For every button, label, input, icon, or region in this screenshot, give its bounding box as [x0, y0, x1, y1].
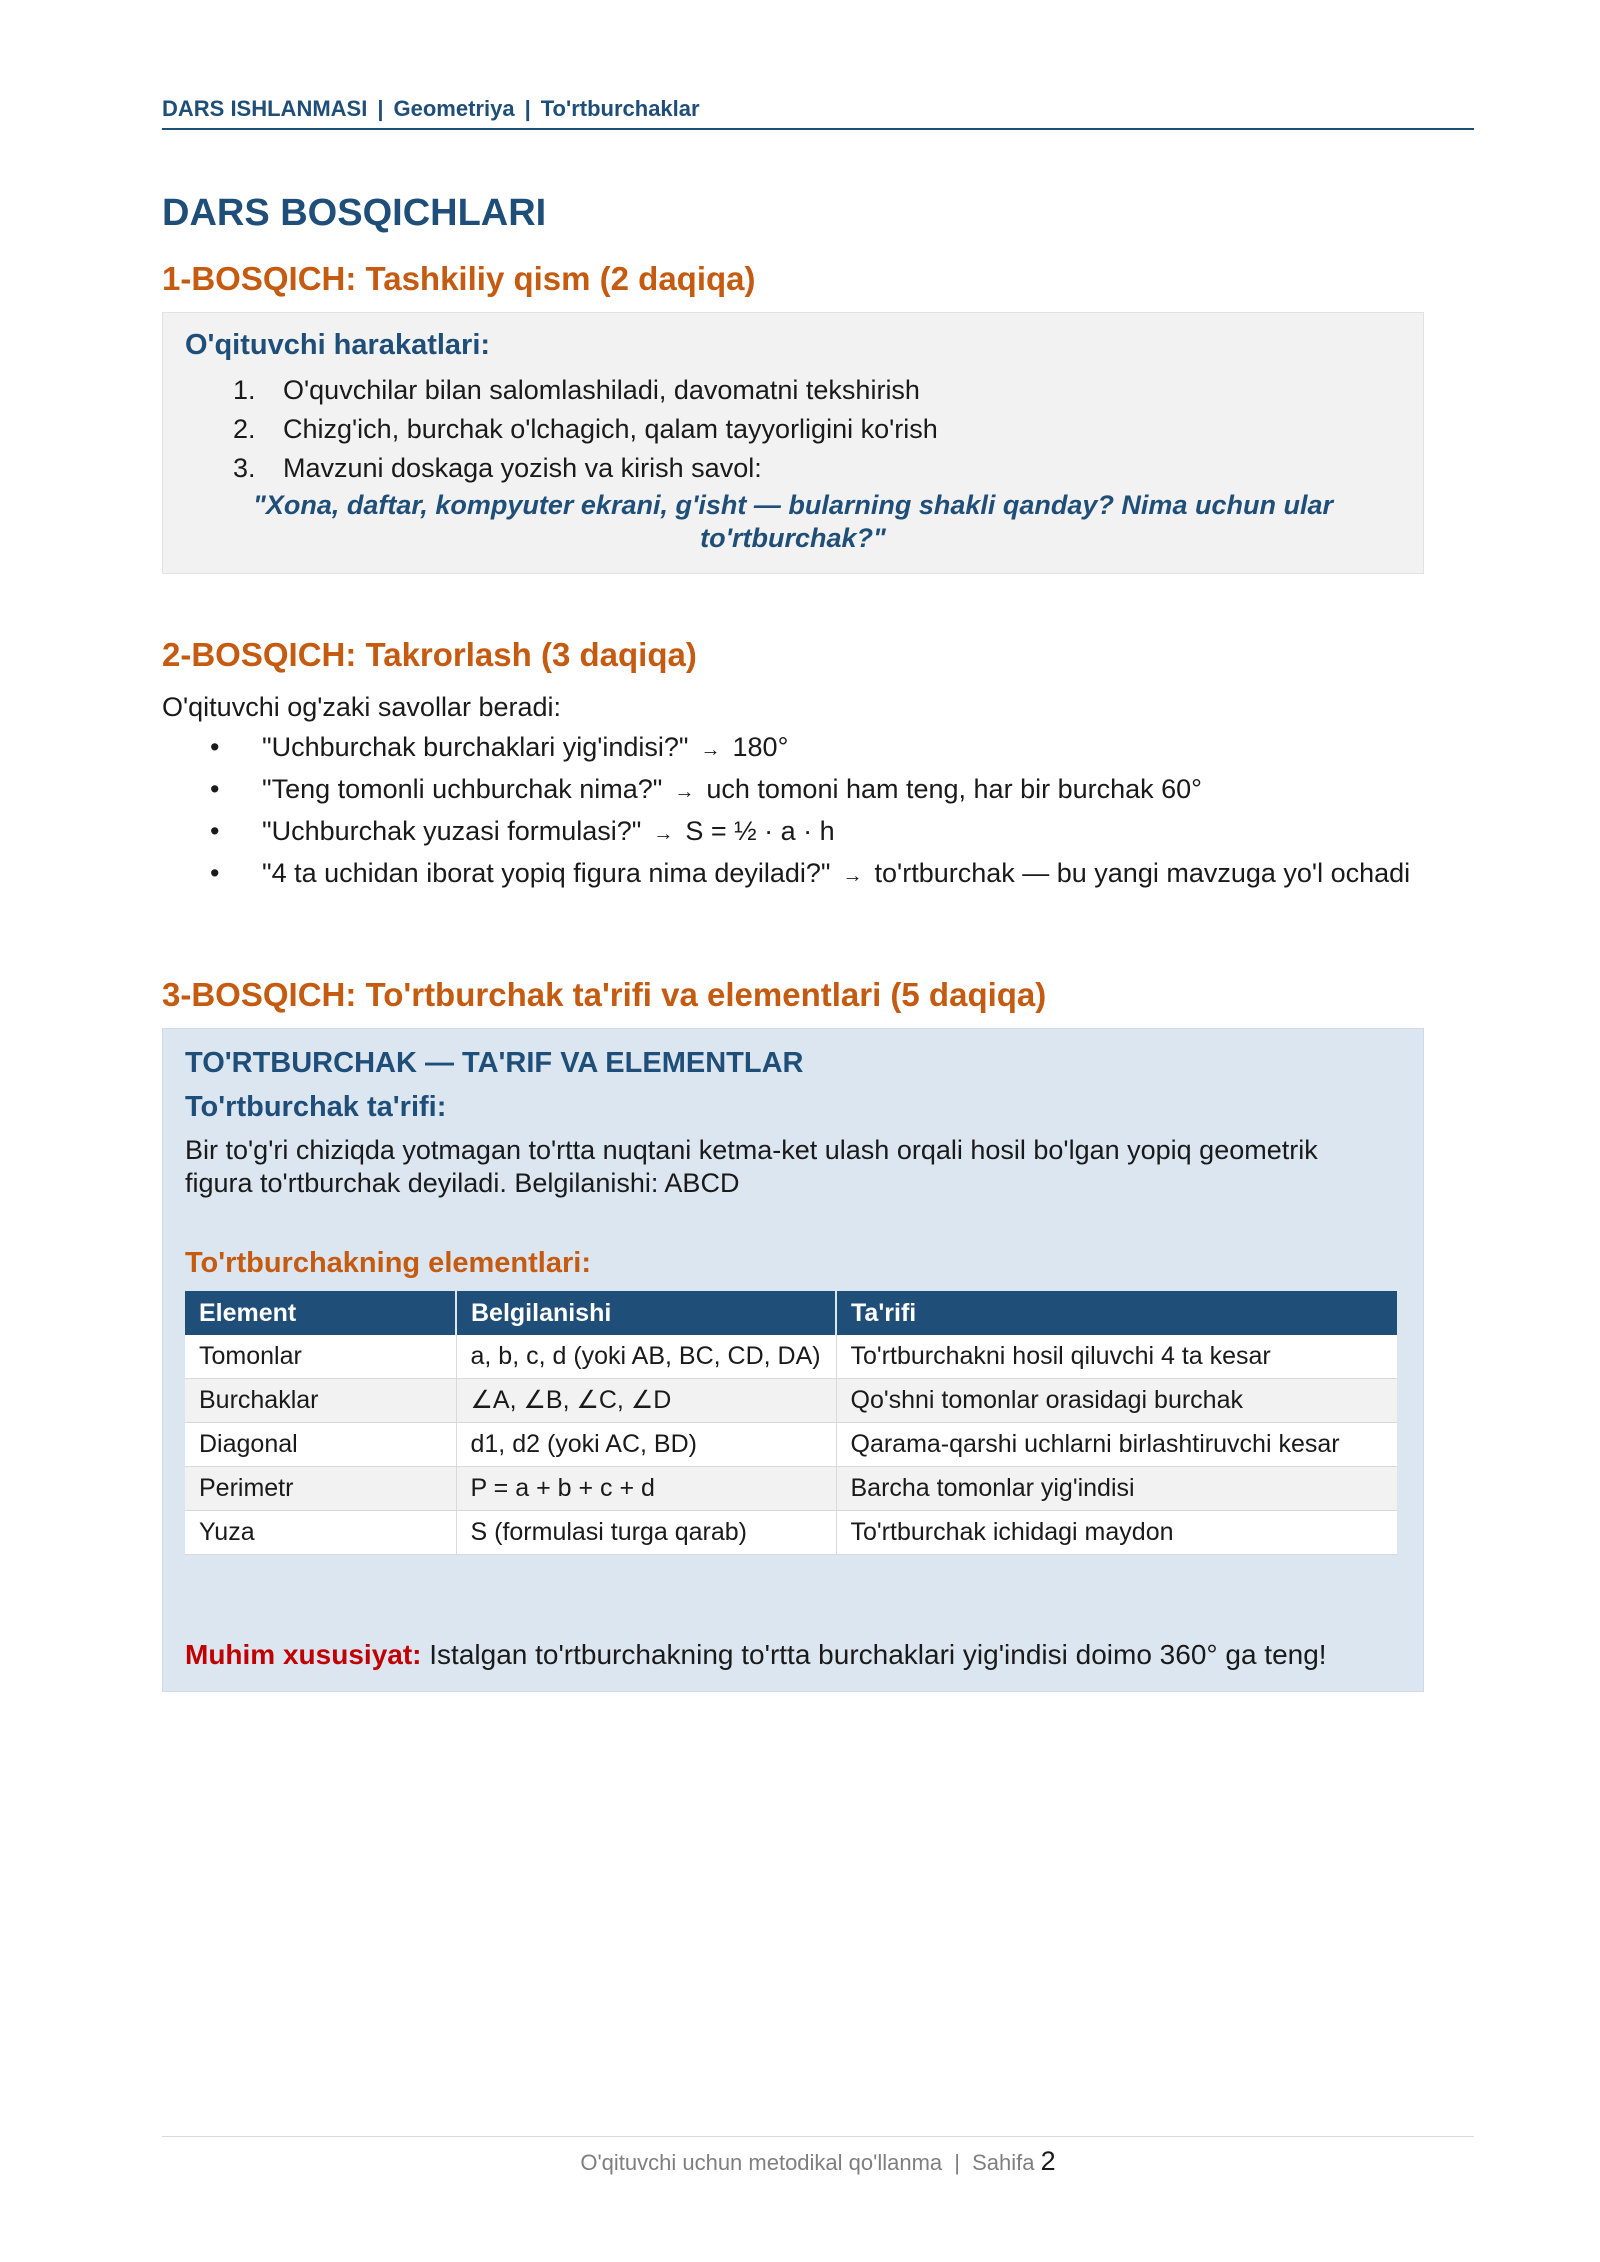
definition-heading: To'rtburchak ta'rifi: — [185, 1091, 447, 1123]
table-cell: Diagonal — [185, 1423, 456, 1467]
important-property-note — [185, 1639, 1327, 1671]
table-cell: Yuza — [185, 1511, 456, 1555]
bullet-icon: • — [210, 774, 220, 804]
header-separator: | — [377, 96, 384, 121]
page-label: Sahifa — [972, 2150, 1035, 2175]
answer-text: to'rtburchak — bu yangi mavzuga yo'l ochadi — [874, 858, 1411, 888]
list-item — [210, 856, 1450, 894]
table-cell: S (formulasi turga qarab) — [456, 1511, 836, 1555]
table-cell: Qarama-qarshi uchlarni birlashtiruvchi kesar — [836, 1423, 1397, 1467]
footer-divider — [162, 2136, 1474, 2137]
question-text: "Uchburchak burchaklari yig'indisi?" — [262, 732, 689, 762]
bullet-icon: • — [210, 732, 220, 762]
teacher-actions-heading: O'qituvchi harakatlari: — [185, 329, 491, 361]
table-row — [185, 1423, 1397, 1467]
list-item — [210, 772, 1450, 810]
intro-question-quote: "Xona, daftar, kompyuter ekrani, g'isht — bularning shakli qanday? Nima uchun ular to'rtburchak?" — [253, 490, 1333, 553]
arrow-right-icon: → — [653, 823, 674, 845]
stage1-heading: 1-BOSQICH: Tashkiliy qism (2 daqiqa) — [162, 260, 756, 297]
column-header: Belgilanishi — [456, 1291, 836, 1335]
table-row — [185, 1335, 1397, 1379]
stage3-heading: 3-BOSQICH: To'rtburchak ta'rifi va elementlari (5 daqiqa) — [162, 976, 1047, 1013]
list-item — [210, 730, 1450, 768]
list-item — [210, 814, 1450, 852]
arrow-right-icon: → — [842, 865, 863, 887]
definition-box-title: TO'RTBURCHAK — TA'RIF VA ELEMENTLAR — [185, 1047, 804, 1079]
header-separator: | — [524, 96, 531, 121]
item-text: O'quvchilar bilan salomlashiladi, davomatni tekshirish — [283, 375, 920, 405]
item-text: Mavzuni doskaga yozish va kirish savol: — [283, 453, 762, 483]
table-cell: ∠A, ∠B, ∠C, ∠D — [456, 1379, 836, 1423]
item-text: Chizg'ich, burchak o'lchagich, qalam tayyorligini ko'rish — [283, 414, 938, 444]
list-item — [233, 410, 938, 449]
table-cell: a, b, c, d (yoki AB, BC, CD, DA) — [456, 1335, 836, 1379]
arrow-right-icon: → — [700, 739, 721, 761]
running-header — [162, 96, 1474, 130]
table-cell: To'rtburchakni hosil qiluvchi 4 ta kesar — [836, 1335, 1397, 1379]
header-subject: Geometriya — [393, 96, 515, 121]
table-header-row — [185, 1291, 1397, 1335]
document-page — [162, 0, 1474, 2262]
page-number: 2 — [1040, 2146, 1056, 2176]
header-topic: To'rtburchaklar — [540, 96, 700, 121]
teacher-actions-list — [233, 371, 938, 488]
review-questions-list — [210, 730, 1450, 898]
note-label: Muhim xususiyat: — [185, 1639, 422, 1670]
stage3-box — [162, 1028, 1424, 1692]
column-header: Element — [185, 1291, 456, 1335]
table-cell: d1, d2 (yoki AC, BD) — [456, 1423, 836, 1467]
header-doc-type: DARS ISHLANMASI — [162, 96, 368, 121]
stage2-intro: O'qituvchi og'zaki savollar beradi: — [162, 692, 562, 722]
stage1-box — [162, 312, 1424, 574]
answer-text: 180° — [732, 732, 789, 762]
list-item — [233, 449, 938, 488]
item-number: 3. — [233, 453, 256, 483]
item-number: 2. — [233, 414, 256, 444]
table-cell: Perimetr — [185, 1467, 456, 1511]
question-text: "Teng tomonli uchburchak nima?" — [262, 774, 663, 804]
answer-text: S = ½ · a · h — [685, 816, 835, 846]
footer-text: O'qituvchi uchun metodikal qo'llanma — [580, 2150, 943, 2175]
column-header: Ta'rifi — [836, 1291, 1397, 1335]
table-cell: P = a + b + c + d — [456, 1467, 836, 1511]
table-row — [185, 1379, 1397, 1423]
list-item — [233, 371, 938, 410]
question-text: "Uchburchak yuzasi formulasi?" — [262, 816, 642, 846]
table-row — [185, 1467, 1397, 1511]
stage2-heading: 2-BOSQICH: Takrorlash (3 daqiqa) — [162, 636, 697, 673]
arrow-right-icon: → — [674, 781, 695, 803]
table-cell: To'rtburchak ichidagi maydon — [836, 1511, 1397, 1555]
elements-table — [185, 1291, 1397, 1555]
item-number: 1. — [233, 375, 256, 405]
note-text: Istalgan to'rtburchakning to'rtta burchaklari yig'indisi doimo 360° ga teng! — [429, 1639, 1327, 1670]
page-title: DARS BOSQICHLARI — [162, 192, 547, 234]
table-cell: Burchaklar — [185, 1379, 456, 1423]
elements-heading: To'rtburchakning elementlari: — [185, 1247, 591, 1279]
table-cell: Qo'shni tomonlar orasidagi burchak — [836, 1379, 1397, 1423]
table-cell: Tomonlar — [185, 1335, 456, 1379]
answer-text: uch tomoni ham teng, har bir burchak 60° — [706, 774, 1202, 804]
question-text: "4 ta uchidan iborat yopiq figura nima deyiladi?" — [262, 858, 831, 888]
bullet-icon: • — [210, 816, 220, 846]
footer-separator: | — [954, 2150, 960, 2175]
bullet-icon: • — [210, 858, 220, 888]
table-cell: Barcha tomonlar yig'indisi — [836, 1467, 1397, 1511]
table-row — [185, 1511, 1397, 1555]
definition-text: Bir to'g'ri chiziqda yotmagan to'rtta nuqtani ketma-ket ulash orqali hosil bo'lgan yopiq geometrik figura to'rtburchak deyiladi. Belgilanishi: ABCD — [185, 1135, 1318, 1198]
page-footer — [162, 2146, 1474, 2177]
